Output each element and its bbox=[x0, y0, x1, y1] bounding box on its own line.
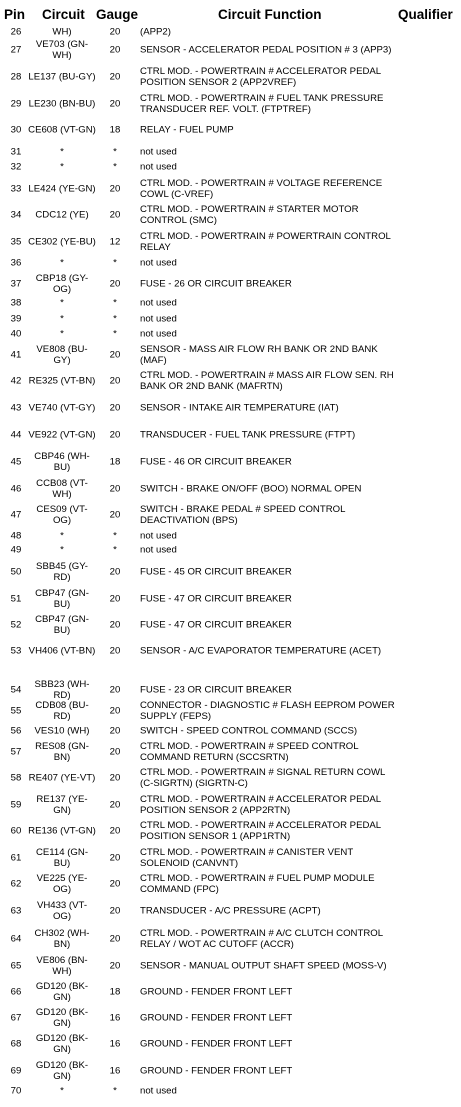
pin-cell: 56 bbox=[10, 725, 22, 737]
pin-cell: 70 bbox=[10, 1085, 22, 1097]
pin-cell: 33 bbox=[10, 183, 22, 195]
pin-cell: 63 bbox=[10, 905, 22, 917]
circuit-cell: * bbox=[60, 297, 64, 309]
pin-cell: 67 bbox=[10, 1012, 22, 1024]
circuit-function-cell: not used bbox=[140, 1085, 177, 1097]
circuit-cell: SBB45 (GY-RD) bbox=[36, 561, 88, 583]
circuit-cell: LE424 (YE-GN) bbox=[28, 183, 96, 195]
circuit-cell: CE302 (YE-BU) bbox=[28, 236, 96, 248]
circuit-function-cell: not used bbox=[140, 146, 177, 158]
circuit-cell: SBB23 (WH-RD) bbox=[34, 679, 90, 701]
circuit-cell: VH406 (VT-BN) bbox=[28, 645, 96, 657]
circuit-cell: WH) bbox=[52, 26, 72, 38]
circuit-cell: CDB08 (BU-RD) bbox=[35, 700, 89, 722]
pin-cell: 48 bbox=[10, 530, 22, 542]
pin-cell: 45 bbox=[10, 456, 22, 468]
circuit-function-cell: TRANSDUCER - A/C PRESSURE (ACPT) bbox=[140, 905, 321, 917]
pin-cell: 46 bbox=[10, 483, 22, 495]
gauge-cell: 18 bbox=[109, 456, 121, 468]
circuit-function-cell: not used bbox=[140, 544, 177, 556]
circuit-function-cell: SENSOR - A/C EVAPORATOR TEMPERATURE (ACET) bbox=[140, 645, 382, 657]
pin-cell: 27 bbox=[10, 44, 22, 56]
gauge-cell: 20 bbox=[109, 933, 121, 945]
circuit-cell: CH302 (WH-BN) bbox=[34, 928, 90, 950]
pin-cell: 66 bbox=[10, 986, 22, 998]
circuit-cell: * bbox=[60, 313, 64, 325]
circuit-function-cell: CTRL MOD. - POWERTRAIN # FUEL TANK PRESSURE TRANSDUCER REF. VOLT. (FTPTREF) bbox=[140, 93, 384, 115]
circuit-function-cell: SWITCH - BRAKE PEDAL # SPEED CONTROL DEACTIVATION (BPS) bbox=[140, 504, 346, 526]
gauge-cell: 20 bbox=[109, 705, 121, 717]
gauge-cell: 20 bbox=[109, 429, 121, 441]
pin-cell: 35 bbox=[10, 236, 22, 248]
circuit-cell: VE922 (VT-GN) bbox=[28, 429, 96, 441]
circuit-function-cell: GROUND - FENDER FRONT LEFT bbox=[140, 1012, 293, 1024]
circuit-function-cell: not used bbox=[140, 313, 177, 325]
pin-cell: 65 bbox=[10, 960, 22, 972]
gauge-cell: 20 bbox=[109, 746, 121, 758]
gauge-cell: 20 bbox=[109, 402, 121, 414]
pin-cell: 49 bbox=[10, 544, 22, 556]
circuit-cell: * bbox=[60, 146, 64, 158]
pin-cell: 28 bbox=[10, 71, 22, 83]
pin-cell: 41 bbox=[10, 349, 22, 361]
circuit-cell: CDC12 (YE) bbox=[35, 209, 89, 221]
pin-cell: 53 bbox=[10, 645, 22, 657]
circuit-cell: RE136 (VT-GN) bbox=[28, 825, 96, 837]
pin-cell: 39 bbox=[10, 313, 22, 325]
gauge-cell: 20 bbox=[109, 645, 121, 657]
circuit-function-cell: CTRL MOD. - POWERTRAIN # STARTER MOTOR CONTROL (SMC) bbox=[140, 204, 359, 226]
circuit-cell: VE740 (VT-GY) bbox=[28, 402, 96, 414]
gauge-cell: 20 bbox=[109, 349, 121, 361]
circuit-cell: RE325 (VT-BN) bbox=[28, 375, 96, 387]
circuit-function-cell: CTRL MOD. - POWERTRAIN # MASS AIR FLOW SEN. RH BANK OR 2ND BANK (MAFRTN) bbox=[140, 370, 394, 392]
pin-cell: 57 bbox=[10, 746, 22, 758]
gauge-cell: 20 bbox=[109, 71, 121, 83]
circuit-function-cell: FUSE - 46 OR CIRCUIT BREAKER bbox=[140, 456, 292, 468]
pin-cell: 47 bbox=[10, 509, 22, 521]
gauge-cell: 18 bbox=[109, 124, 121, 136]
circuit-function-cell: RELAY - FUEL PUMP bbox=[140, 124, 234, 136]
gauge-cell: 20 bbox=[109, 375, 121, 387]
pin-cell: 26 bbox=[10, 26, 22, 38]
gauge-cell: 20 bbox=[109, 44, 121, 56]
circuit-function-cell: FUSE - 45 OR CIRCUIT BREAKER bbox=[140, 566, 292, 578]
pin-cell: 43 bbox=[10, 402, 22, 414]
circuit-cell: LE137 (BU-GY) bbox=[28, 71, 96, 83]
pin-cell: 52 bbox=[10, 619, 22, 631]
circuit-function-cell: GROUND - FENDER FRONT LEFT bbox=[140, 1038, 293, 1050]
circuit-function-cell: not used bbox=[140, 161, 177, 173]
pin-cell: 68 bbox=[10, 1038, 22, 1050]
gauge-cell: * bbox=[113, 146, 117, 158]
gauge-cell: 20 bbox=[109, 483, 121, 495]
gauge-cell: * bbox=[113, 297, 117, 309]
circuit-function-cell: GROUND - FENDER FRONT LEFT bbox=[140, 1065, 293, 1077]
pin-cell: 36 bbox=[10, 257, 22, 269]
circuit-function-cell: not used bbox=[140, 328, 177, 340]
circuit-cell: GD120 (BK-GN) bbox=[35, 1060, 89, 1082]
circuit-function-cell: TRANSDUCER - FUEL TANK PRESSURE (FTPT) bbox=[140, 429, 356, 441]
circuit-cell: CBP47 (GN-BU) bbox=[35, 614, 89, 636]
circuit-function-cell: FUSE - 47 OR CIRCUIT BREAKER bbox=[140, 593, 292, 605]
pin-cell: 30 bbox=[10, 124, 22, 136]
pin-cell: 60 bbox=[10, 825, 22, 837]
gauge-cell: 16 bbox=[109, 1065, 121, 1077]
circuit-function-cell: SENSOR - MANUAL OUTPUT SHAFT SPEED (MOSS-V) bbox=[140, 960, 387, 972]
circuit-cell: * bbox=[60, 161, 64, 173]
pin-cell: 64 bbox=[10, 933, 22, 945]
header-circuit-function: Circuit Function bbox=[218, 7, 322, 22]
gauge-cell: 20 bbox=[109, 725, 121, 737]
gauge-cell: 20 bbox=[109, 905, 121, 917]
circuit-cell: * bbox=[60, 328, 64, 340]
circuit-function-cell: FUSE - 47 OR CIRCUIT BREAKER bbox=[140, 619, 292, 631]
circuit-function-cell: not used bbox=[140, 297, 177, 309]
circuit-cell: * bbox=[60, 257, 64, 269]
gauge-cell: 20 bbox=[109, 772, 121, 784]
gauge-cell: 16 bbox=[109, 1012, 121, 1024]
circuit-cell: RES08 (GN-BN) bbox=[35, 741, 89, 763]
gauge-cell: 20 bbox=[109, 26, 121, 38]
gauge-cell: 20 bbox=[109, 278, 121, 290]
circuit-function-cell: CTRL MOD. - POWERTRAIN # SPEED CONTROL COMMAND RETURN (SCCSRTN) bbox=[140, 741, 359, 763]
circuit-function-cell: SENSOR - INTAKE AIR TEMPERATURE (IAT) bbox=[140, 402, 339, 414]
circuit-cell: CE608 (VT-GN) bbox=[28, 124, 96, 136]
pin-cell: 50 bbox=[10, 566, 22, 578]
gauge-cell: 20 bbox=[109, 98, 121, 110]
pin-cell: 59 bbox=[10, 799, 22, 811]
gauge-cell: 20 bbox=[109, 799, 121, 811]
gauge-cell: * bbox=[113, 530, 117, 542]
header-gauge: Gauge bbox=[96, 7, 139, 22]
circuit-function-cell: not used bbox=[140, 257, 177, 269]
gauge-cell: 20 bbox=[109, 593, 121, 605]
circuit-function-cell: CTRL MOD. - POWERTRAIN # VOLTAGE REFERENCE COWL (C-VREF) bbox=[140, 178, 383, 200]
pin-cell: 42 bbox=[10, 375, 22, 387]
circuit-cell: RE137 (YE-GN) bbox=[36, 794, 88, 816]
circuit-cell: CES09 (VT-OG) bbox=[36, 504, 88, 526]
pin-cell: 37 bbox=[10, 278, 22, 290]
gauge-cell: 20 bbox=[109, 852, 121, 864]
pin-cell: 29 bbox=[10, 98, 22, 110]
circuit-cell: LE230 (BN-BU) bbox=[28, 98, 96, 110]
gauge-cell: 20 bbox=[109, 183, 121, 195]
pin-cell: 34 bbox=[10, 209, 22, 221]
gauge-cell: 20 bbox=[109, 566, 121, 578]
header-pin: Pin bbox=[4, 7, 26, 22]
gauge-cell: 20 bbox=[109, 825, 121, 837]
circuit-cell: VE808 (BU-GY) bbox=[36, 344, 88, 366]
pin-cell: 51 bbox=[10, 593, 22, 605]
pin-cell: 69 bbox=[10, 1065, 22, 1077]
circuit-function-cell: not used bbox=[140, 530, 177, 542]
pin-cell: 44 bbox=[10, 429, 22, 441]
circuit-function-cell: CTRL MOD. - POWERTRAIN # ACCELERATOR PEDAL POSITION SENSOR 2 (APP2VREF) bbox=[140, 66, 381, 88]
circuit-cell: CE114 (GN-BU) bbox=[35, 847, 89, 869]
circuit-cell: CBP18 (GY-OG) bbox=[35, 273, 89, 295]
table-row bbox=[0, 1075, 461, 1107]
gauge-cell: * bbox=[113, 1085, 117, 1097]
pin-cell: 61 bbox=[10, 852, 22, 864]
circuit-cell: VE806 (BN-WH) bbox=[36, 955, 88, 977]
circuit-cell: * bbox=[60, 544, 64, 556]
circuit-function-cell: CTRL MOD. - POWERTRAIN # ACCELERATOR PEDAL POSITION SENSOR 2 (APP2RTN) bbox=[140, 794, 381, 816]
circuit-cell: CBP47 (GN-BU) bbox=[35, 588, 89, 610]
gauge-cell: 18 bbox=[109, 986, 121, 998]
circuit-cell: VES10 (WH) bbox=[34, 725, 90, 737]
circuit-function-cell: SWITCH - SPEED CONTROL COMMAND (SCCS) bbox=[140, 725, 358, 737]
pin-cell: 40 bbox=[10, 328, 22, 340]
circuit-cell: GD120 (BK-GN) bbox=[35, 981, 89, 1003]
circuit-cell: * bbox=[60, 1085, 64, 1097]
pin-cell: 54 bbox=[10, 684, 22, 696]
circuit-function-cell: CTRL MOD. - POWERTRAIN # FUEL PUMP MODULE COMMAND (FPC) bbox=[140, 873, 375, 895]
table-row bbox=[0, 635, 461, 667]
circuit-cell: * bbox=[60, 530, 64, 542]
pin-cell: 62 bbox=[10, 878, 22, 890]
gauge-cell: 20 bbox=[109, 619, 121, 631]
circuit-function-cell: GROUND - FENDER FRONT LEFT bbox=[140, 986, 293, 998]
gauge-cell: * bbox=[113, 328, 117, 340]
circuit-cell: RE407 (YE-VT) bbox=[28, 772, 96, 784]
gauge-cell: * bbox=[113, 544, 117, 556]
pin-cell: 58 bbox=[10, 772, 22, 784]
circuit-cell: VE703 (GN-WH) bbox=[35, 39, 89, 61]
circuit-function-cell: CTRL MOD. - POWERTRAIN # SIGNAL RETURN COWL (C-SIGRTN) (SIGRTN-C) bbox=[140, 767, 386, 789]
gauge-cell: * bbox=[113, 313, 117, 325]
circuit-function-cell: CTRL MOD. - POWERTRAIN # POWERTRAIN CONTROL RELAY bbox=[140, 231, 391, 253]
header-circuit: Circuit bbox=[42, 7, 85, 22]
circuit-cell: CBP46 (WH-BU) bbox=[34, 451, 90, 473]
circuit-function-cell: CONNECTOR - DIAGNOSTIC # FLASH EEPROM POWER SUPPLY (FEPS) bbox=[140, 700, 395, 722]
circuit-function-cell: SENSOR - MASS AIR FLOW RH BANK OR 2ND BANK (MAF) bbox=[140, 344, 378, 366]
circuit-function-cell: (APP2) bbox=[140, 26, 171, 38]
circuit-function-cell: CTRL MOD. - POWERTRAIN # A/C CLUTCH CONTROL RELAY / WOT AC CUTOFF (ACCR) bbox=[140, 928, 383, 950]
circuit-function-cell: SWITCH - BRAKE ON/OFF (BOO) NORMAL OPEN bbox=[140, 483, 362, 495]
header-qualifier: Qualifier bbox=[398, 7, 453, 22]
gauge-cell: 20 bbox=[109, 878, 121, 890]
gauge-cell: 20 bbox=[109, 960, 121, 972]
gauge-cell: * bbox=[113, 257, 117, 269]
circuit-function-cell: CTRL MOD. - POWERTRAIN # ACCELERATOR PEDAL POSITION SENSOR 1 (APP1RTN) bbox=[140, 820, 381, 842]
circuit-cell: VH433 (VT-OG) bbox=[36, 900, 88, 922]
circuit-function-cell: SENSOR - ACCELERATOR PEDAL POSITION # 3 (APP3) bbox=[140, 44, 392, 56]
gauge-cell: 20 bbox=[109, 509, 121, 521]
gauge-cell: 12 bbox=[109, 236, 121, 248]
gauge-cell: 20 bbox=[109, 684, 121, 696]
circuit-cell: CCB08 (VT-WH) bbox=[36, 478, 88, 500]
pin-cell: 55 bbox=[10, 705, 22, 717]
circuit-cell: GD120 (BK-GN) bbox=[35, 1033, 89, 1055]
gauge-cell: * bbox=[113, 161, 117, 173]
pin-cell: 38 bbox=[10, 297, 22, 309]
gauge-cell: 16 bbox=[109, 1038, 121, 1050]
gauge-cell: 20 bbox=[109, 209, 121, 221]
circuit-cell: VE225 (YE-OG) bbox=[36, 873, 88, 895]
pin-cell: 32 bbox=[10, 161, 22, 173]
circuit-cell: GD120 (BK-GN) bbox=[35, 1007, 89, 1029]
pin-cell: 31 bbox=[10, 146, 22, 158]
circuit-function-cell: CTRL MOD. - POWERTRAIN # CANISTER VENT SOLENOID (CANVNT) bbox=[140, 847, 354, 869]
circuit-function-cell: FUSE - 26 OR CIRCUIT BREAKER bbox=[140, 278, 292, 290]
circuit-function-cell: FUSE - 23 OR CIRCUIT BREAKER bbox=[140, 684, 292, 696]
